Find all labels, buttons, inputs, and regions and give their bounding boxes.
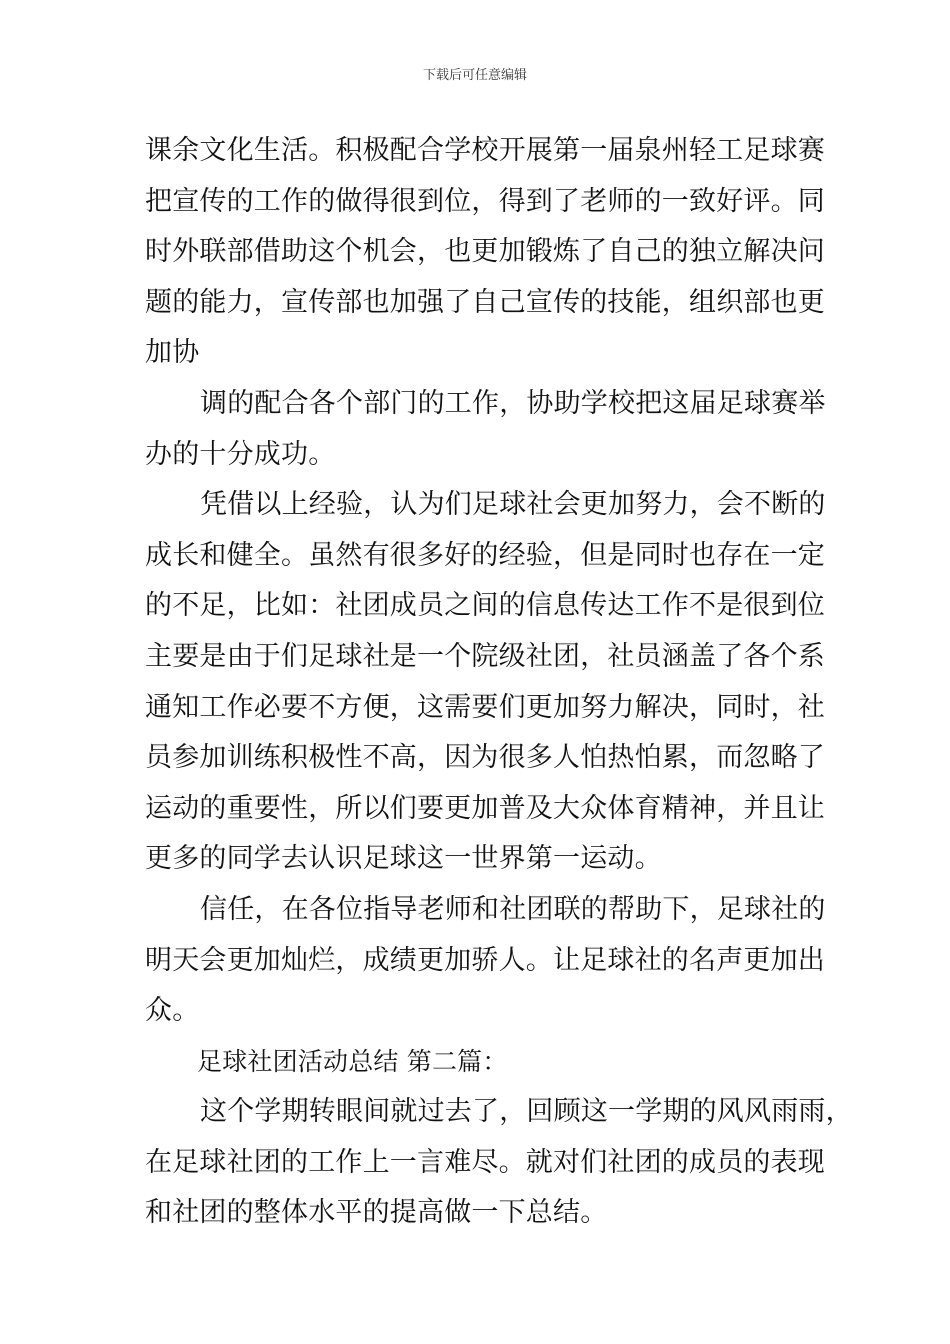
text-line: 把宣传的工作的做得很到位，得到了老师的一致好评。同 <box>145 185 825 217</box>
text-line: 的不足，比如：社团成员之间的信息传达工作不是很到位 <box>145 590 825 622</box>
text-line: 成长和健全。虽然有很多好的经验，但是同时也存在一定 <box>145 539 825 571</box>
text-line: 凭借以上经验，认为们足球社会更加努力，会不断的 <box>200 489 826 521</box>
text-line: 在足球社团的工作上一言难尽。就对们社团的成员的表现 <box>145 1146 825 1178</box>
text-line: 主要是由于们足球社是一个院级社团，社员涵盖了各个系 <box>145 640 825 672</box>
text-line: 时外联部借助这个机会，也更加锻炼了自己的独立解决问 <box>145 236 825 268</box>
text-line: 这个学期转眼间就过去了，回顾这一学期的风风雨雨， <box>200 1096 853 1128</box>
text-line: 众。 <box>145 995 200 1027</box>
text-line: 明天会更加灿烂，成绩更加骄人。让足球社的名声更加出 <box>145 944 825 976</box>
text-line: 更多的同学去认识足球这一世界第一运动。 <box>145 843 662 875</box>
text-line: 和社团的整体水平的提高做一下总结。 <box>145 1197 608 1229</box>
section-heading: 足球社团活动总结 第二篇： <box>197 1046 508 1076</box>
text-line: 运动的重要性，所以们要更加普及大众体育精神，并且让 <box>145 792 825 824</box>
text-line: 课余文化生活。积极配合学校开展第一届泉州轻工足球赛 <box>145 135 825 166</box>
page-header: 下载后可任意编辑 <box>422 68 527 83</box>
text-line: 通知工作必要不方便，这需要们更加努力解决，同时，社 <box>145 691 825 723</box>
text-line: 办的十分成功。 <box>145 438 336 470</box>
text-line: 题的能力，宣传部也加强了自己宣传的技能，组织部也更 <box>145 286 825 318</box>
text-line: 员参加训练积极性不高，因为很多人怕热怕累，而忽略了 <box>145 742 825 774</box>
text-line: 信任，在各位指导老师和社团联的帮助下，足球社的 <box>200 893 826 925</box>
document-body <box>145 126 853 1239</box>
text-line: 加协 <box>145 337 200 369</box>
text-line: 调的配合各个部门的工作，协助学校把这届足球赛举 <box>200 387 826 419</box>
